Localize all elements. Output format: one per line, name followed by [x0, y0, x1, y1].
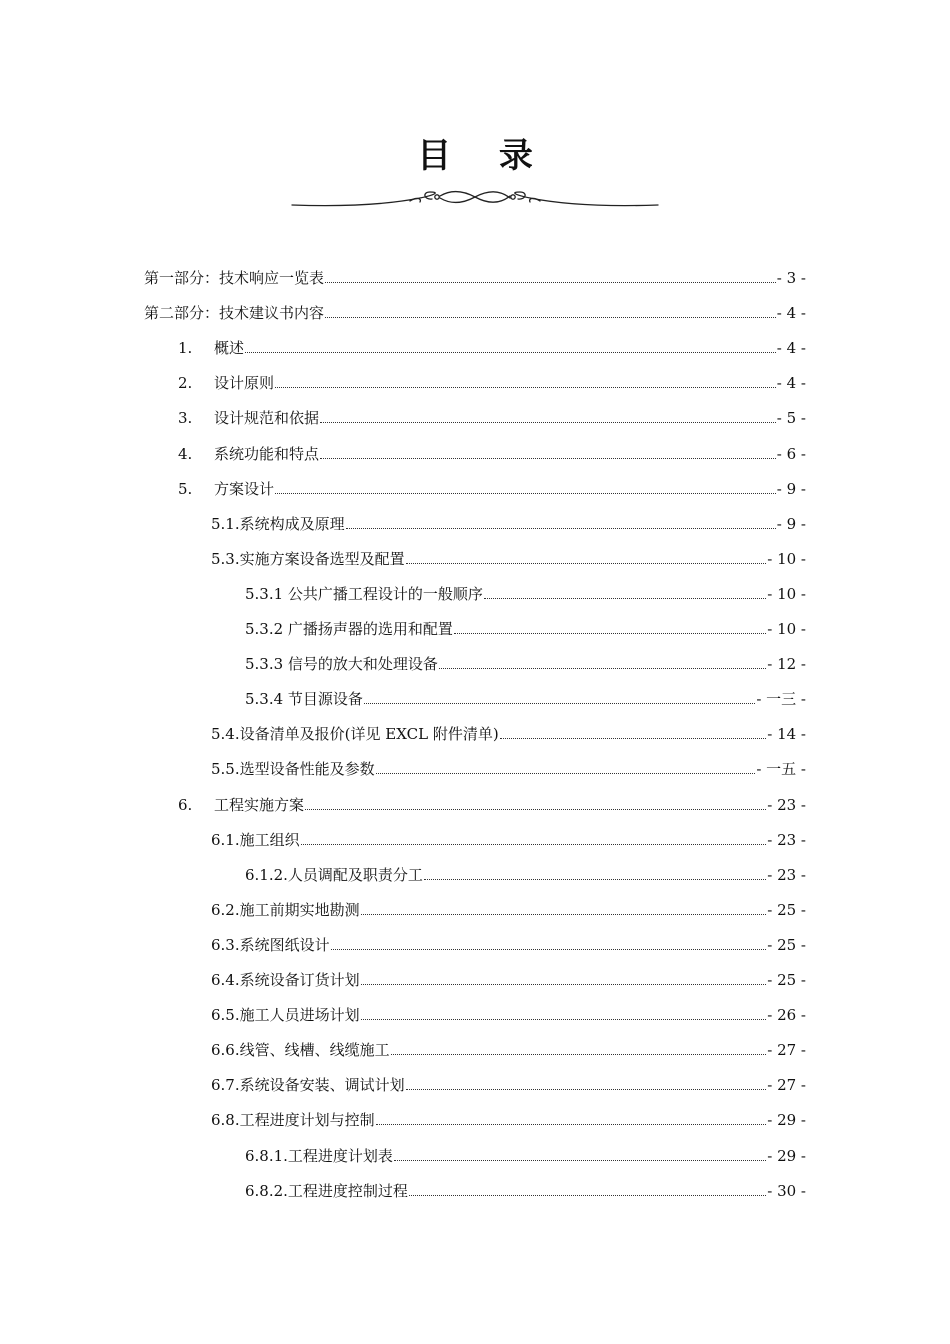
toc-dot-leader [245, 351, 776, 353]
toc-entry-title: 6.1.施工组织 [211, 831, 300, 849]
toc-entry[interactable] [245, 864, 806, 886]
toc-entry-title: 6.7.系统设备安装、调试计划 [211, 1076, 405, 1094]
toc-entry-title: 5.3.4 节目源设备 [245, 690, 363, 708]
toc-entry-title: 6.3.系统图纸设计 [211, 936, 330, 954]
toc-entry-title: 工程实施方案 [214, 796, 305, 814]
toc-entry[interactable] [245, 1180, 806, 1202]
toc-entry-title: 6.5.施工人员进场计划 [211, 1006, 360, 1024]
toc-entry-title: 第一部分：技术响应一览表 [144, 269, 325, 287]
toc-entry-page-number: - 9 - [776, 515, 806, 533]
toc-entry-page-number: - 6 - [776, 445, 806, 463]
toc-dot-leader [320, 421, 776, 423]
toc-dot-leader [454, 632, 766, 634]
toc-entry[interactable] [178, 794, 806, 816]
toc-entry[interactable] [211, 1039, 806, 1061]
toc-entry[interactable] [245, 653, 806, 675]
toc-entry-page-number: - 5 - [776, 409, 806, 427]
toc-entry-page-number: - 10 - [767, 620, 806, 638]
toc-entry-title: 6.4.系统设备订货计划 [211, 971, 360, 989]
toc-entry[interactable] [245, 618, 806, 640]
toc-entry-title: 6.8.工程进度计划与控制 [211, 1111, 375, 1129]
toc-entry-title: 设计规范和依据 [214, 409, 320, 427]
toc-entry-page-number: - 25 - [767, 971, 806, 989]
toc-entry[interactable] [178, 478, 806, 500]
toc-dot-leader [500, 737, 767, 739]
toc-dot-leader [305, 808, 766, 810]
toc-entry-number: 3. [178, 409, 193, 427]
toc-entry-page-number: - 4 - [776, 304, 806, 322]
toc-entry-page-number: - 23 - [767, 866, 806, 884]
toc-dot-leader [376, 772, 756, 774]
toc-entry-title: 5.3.1 公共广播工程设计的一般顺序 [245, 585, 483, 603]
toc-entry[interactable] [245, 1145, 806, 1167]
toc-entry-title: 6.8.2.工程进度控制过程 [245, 1182, 408, 1200]
toc-entry[interactable] [211, 1074, 806, 1096]
toc-dot-leader [409, 1194, 766, 1196]
toc-dot-leader [361, 983, 767, 985]
toc-entry-title: 5.3.3 信号的放大和处理设备 [245, 655, 438, 673]
toc-entry-number: 4. [178, 445, 193, 463]
toc-entry-page-number: - 10 - [767, 585, 806, 603]
toc-dot-leader [331, 948, 767, 950]
toc-dot-leader [275, 386, 776, 388]
toc-entry[interactable] [211, 969, 806, 991]
toc-entry[interactable] [178, 407, 806, 429]
toc-dot-leader [406, 562, 767, 564]
toc-entry-title: 设计原则 [214, 374, 275, 392]
toc-entry-title: 5.1.系统构成及原理 [211, 515, 345, 533]
toc-dot-leader [325, 281, 776, 283]
toc-entry-page-number: - 29 - [767, 1111, 806, 1129]
toc-entry[interactable] [144, 302, 806, 324]
toc-dot-leader [439, 667, 766, 669]
toc-entry-number: 2. [178, 374, 193, 392]
toc-entry[interactable] [211, 758, 806, 780]
toc-dot-leader [361, 1018, 767, 1020]
toc-entry-page-number: - 27 - [767, 1041, 806, 1059]
toc-entry-title: 系统功能和特点 [214, 445, 320, 463]
toc-entry-title: 5.3.实施方案设备选型及配置 [211, 550, 405, 568]
title-ornament-divider [290, 186, 660, 216]
toc-entry-page-number: - 25 - [767, 936, 806, 954]
toc-dot-leader [275, 492, 776, 494]
toc-entry-page-number: - 23 - [767, 831, 806, 849]
toc-dot-leader [325, 316, 776, 318]
toc-dot-leader [406, 1088, 767, 1090]
toc-entry-page-number: - 27 - [767, 1076, 806, 1094]
toc-entry-title: 5.3.2 广播扬声器的选用和配置 [245, 620, 453, 638]
toc-entry[interactable] [211, 513, 806, 535]
toc-entry[interactable] [211, 548, 806, 570]
toc-dot-leader [391, 1053, 767, 1055]
toc-entry-page-number: - 29 - [767, 1147, 806, 1165]
toc-dot-leader [376, 1123, 767, 1125]
toc-entry-title: 6.6.线管、线槽、线缆施工 [211, 1041, 390, 1059]
toc-entry-page-number: - 一五 - [756, 760, 806, 778]
toc-entry-page-number: - 4 - [776, 339, 806, 357]
toc-entry-page-number: - 26 - [767, 1006, 806, 1024]
toc-entry-title: 方案设计 [214, 480, 275, 498]
toc-entry-number: 6. [178, 796, 193, 814]
toc-entry[interactable] [178, 337, 806, 359]
toc-entry-number: 5. [178, 480, 193, 498]
toc-dot-leader [301, 843, 767, 845]
toc-entry-page-number: - 30 - [767, 1182, 806, 1200]
toc-dot-leader [394, 1159, 766, 1161]
toc-dot-leader [424, 878, 766, 880]
toc-entry-title: 5.4.设备清单及报价(详见 EXCL 附件清单) [211, 725, 499, 743]
toc-entry-page-number: - 一三 - [756, 690, 806, 708]
toc-entry[interactable] [211, 934, 806, 956]
toc-entry[interactable] [178, 443, 806, 465]
toc-entry-title: 概述 [214, 339, 245, 357]
toc-entry-title: 6.8.1.工程进度计划表 [245, 1147, 393, 1165]
toc-entry[interactable] [211, 829, 806, 851]
toc-entry-title: 6.2.施工前期实地勘测 [211, 901, 360, 919]
toc-entry-page-number: - 4 - [776, 374, 806, 392]
toc-entry-title: 第二部分：技术建议书内容 [144, 304, 325, 322]
toc-dot-leader [484, 597, 766, 599]
toc-dot-leader [364, 702, 755, 704]
toc-entry[interactable] [144, 267, 806, 289]
toc-entry-title: 6.1.2.人员调配及职责分工 [245, 866, 423, 884]
toc-entry-page-number: - 3 - [776, 269, 806, 287]
toc-entry-page-number: - 10 - [767, 550, 806, 568]
toc-entry[interactable] [178, 372, 806, 394]
toc-entry-title: 5.5.选型设备性能及参数 [211, 760, 375, 778]
toc-entry[interactable] [211, 899, 806, 921]
toc-dot-leader [361, 913, 767, 915]
toc-entry[interactable] [245, 688, 806, 710]
page-title: 目 录 [417, 136, 551, 176]
toc-entry-page-number: - 9 - [776, 480, 806, 498]
toc-entry[interactable] [211, 1004, 806, 1026]
toc-entry[interactable] [211, 723, 806, 745]
toc-dot-leader [320, 457, 776, 459]
toc-entry[interactable] [245, 583, 806, 605]
toc-entry-page-number: - 12 - [767, 655, 806, 673]
toc-entry-page-number: - 25 - [767, 901, 806, 919]
toc-dot-leader [346, 527, 776, 529]
toc-entry-page-number: - 14 - [767, 725, 806, 743]
toc-entry-page-number: - 23 - [767, 796, 806, 814]
toc-entry[interactable] [211, 1109, 806, 1131]
toc-entry-number: 1. [178, 339, 193, 357]
